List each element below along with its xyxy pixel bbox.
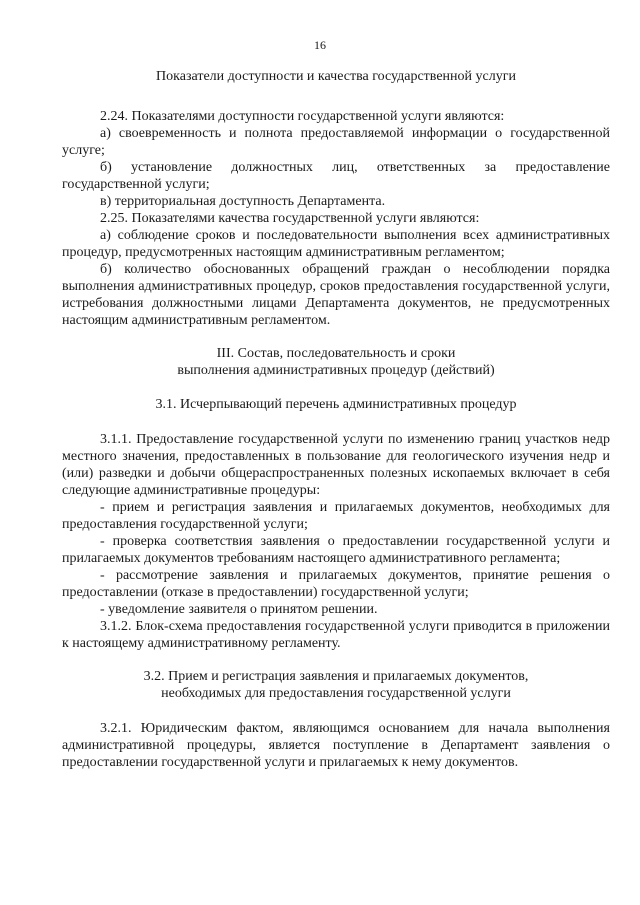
procedure-item-notification: - уведомление заявителя о принятом решении. bbox=[100, 602, 378, 617]
heading-availability-quality: Показатели доступности и качества государственной услуги bbox=[156, 69, 516, 84]
procedure-item-consideration: - рассмотрение заявления и прилагаемых документов, принятие решения о предоставлении (отказе в предоставлении) государственной услуги; bbox=[62, 568, 610, 600]
procedures-paragraphs bbox=[62, 431, 610, 652]
page-number: 16 bbox=[314, 38, 326, 52]
heading-3-2-line2: необходимых для предоставления государственной услуги bbox=[161, 686, 511, 701]
section-3-heading-line2: выполнения административных процедур (действий) bbox=[177, 363, 495, 378]
paragraph-2-25: 2.25. Показателями качества государственной услуги являются: bbox=[100, 211, 480, 226]
paragraph-3-1-1: 3.1.1. Предоставление государственной услуги по изменению границ участков недр местного значения, предоставленных в пользование для геологического изучения недр и (или) разведки и добычи общераспространенных полезных ископаемых включает в себя следующие административные процедуры: bbox=[62, 432, 610, 498]
paragraph-2-24: 2.24. Показателями доступности государственной услуги являются: bbox=[100, 109, 505, 124]
paragraph-2-24-a: а) своевременность и полнота предоставляемой информации о государственной услуге; bbox=[62, 126, 610, 158]
heading-3-2 bbox=[62, 668, 610, 702]
paragraph-3-1-2: 3.1.2. Блок-схема предоставления государственной услуги приводится в приложении к настоящему административному регламенту. bbox=[62, 619, 610, 651]
procedure-item-reception: - прием и регистрация заявления и прилагаемых документов, необходимых для предоставления государственной услуги; bbox=[62, 500, 610, 532]
paragraph-2-25-a: а) соблюдение сроков и последовательности выполнения всех административных процедур, предусмотренных настоящим административным регламентом; bbox=[62, 228, 610, 260]
procedure-item-verification: - проверка соответствия заявления о предоставлении государственной услуги и прилагаемых документов требованиям настоящего административного регламента; bbox=[62, 534, 610, 566]
section-3-heading-line1: III. Состав, последовательность и сроки bbox=[216, 346, 456, 361]
paragraph-2-24-b: б) установление должностных лиц, ответственных за предоставление государственной услуги; bbox=[62, 160, 610, 192]
availability-paragraphs bbox=[62, 108, 610, 329]
reception-paragraphs bbox=[62, 720, 610, 771]
heading-3-2-line1: 3.2. Прием и регистрация заявления и прилагаемых документов, bbox=[143, 669, 529, 684]
paragraph-3-2-1: 3.2.1. Юридическим фактом, являющимся основанием для начала выполнения административной процедуры, является поступление в Департамент заявления о предоставлении государственной услуги и прилагаемых к нему документов. bbox=[62, 721, 610, 770]
heading-3-1: 3.1. Исчерпывающий перечень административных процедур bbox=[155, 397, 517, 412]
paragraph-2-24-c: в) территориальная доступность Департамента. bbox=[100, 194, 386, 209]
document-body bbox=[62, 68, 610, 771]
section-3-heading bbox=[62, 345, 610, 379]
paragraph-2-25-b: б) количество обоснованных обращений граждан о несоблюдении порядка выполнения административных процедур, сроков предоставления государственной услуги, истребования должностными лицами Департамента документов, не предусмотренных настоящим административным регламентом. bbox=[62, 262, 610, 328]
